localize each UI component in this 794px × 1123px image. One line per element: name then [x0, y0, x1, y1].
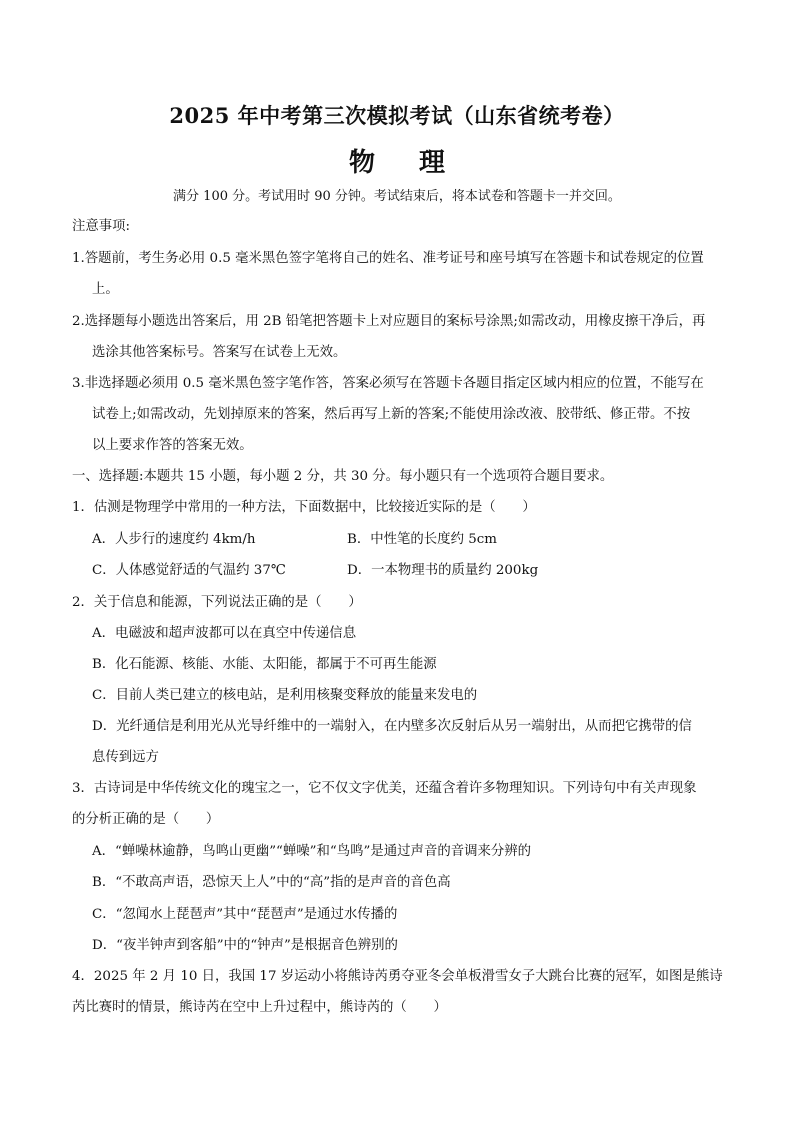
question-2-stem: 2．关于信息和能源，下列说法正确的是（ ） [72, 595, 362, 610]
notice-item-1: 1.答题前，考生务必用 0.5 毫米黑色签字笔将自己的姓名、准考证号和座号填写在答题卡和试卷规定的位置 [72, 251, 704, 266]
question-2-option-c: C．目前人类已建立的核电站，是利用核聚变释放的能量来发电的 [92, 688, 478, 703]
notice-item-3-cont: 试卷上;如需改动，先划掉原来的答案，然后再写上新的答案;不能使用涂改液、胶带纸、修正带。不按 [92, 407, 691, 422]
question-1-stem: 1．估测是物理学中常用的一种方法，下面数据中，比较接近实际的是（ ） [72, 500, 536, 515]
question-4-stem-cont: 芮比赛时的情景，熊诗芮在空中上升过程中，熊诗芮的（ ） [72, 1000, 447, 1015]
notice-heading: 注意事项: [72, 219, 131, 234]
question-3-stem: 3．古诗词是中华传统文化的瑰宝之一，它不仅文字优美，还蕴含着许多物理知识。下列诗句中有关声现象 [72, 781, 697, 796]
notice-item-3-cont-2: 以上要求作答的答案无效。 [92, 438, 253, 453]
subject-title [0, 142, 794, 179]
subject-char-1: 物 [348, 148, 375, 178]
question-2-option-d: D．光纤通信是利用光从光导纤维中的一端射入，在内壁多次反射后从另一端射出，从而把它携带的信 [92, 719, 692, 734]
notice-item-1-cont: 上。 [92, 282, 119, 297]
question-1-option-b: B．中性笔的长度约 5cm [347, 532, 497, 547]
question-3-option-a: A．“蝉噪林逾静，鸟鸣山更幽”“蝉噪”和“鸟鸣”是通过声音的音调来分辨的 [92, 844, 532, 859]
question-1-option-c: C．人体感觉舒适的气温约 37℃ [92, 563, 286, 578]
question-2-option-b: B．化石能源、核能、水能、太阳能，都属于不可再生能源 [92, 657, 437, 672]
notice-item-3: 3.非选择题必须用 0.5 毫米黑色签字笔作答，答案必须写在答题卡各题目指定区域内相应的位置，不能写在 [72, 376, 704, 391]
question-2-option-d-cont: 息传到远方 [92, 750, 159, 765]
question-1-option-d: D．一本物理书的质量约 200kg [347, 563, 539, 578]
question-3-option-c: C．“忽闻水上琵琶声”其中“琵琶声”是通过水传播的 [92, 907, 398, 922]
question-3-option-b: B．“不敢高声语，恐惊天上人”中的“高”指的是声音的音色高 [92, 875, 451, 890]
question-2-option-a: A．电磁波和超声波都可以在真空中传递信息 [92, 626, 357, 641]
subject-char-2: 理 [419, 148, 446, 178]
exam-info: 满分 100 分。考试用时 90 分钟。考试结束后，将本试卷和答题卡一并交回。 [173, 189, 621, 204]
question-3-option-d: D．“夜半钟声到客船”中的“钟声”是根据音色辨别的 [92, 938, 398, 953]
exam-title: 2025 年中考第三次模拟考试（山东省统考卷） [169, 103, 625, 128]
question-4-stem: 4．2025 年 2 月 10 日，我国 17 岁运动小将熊诗芮勇夺亚冬会单板滑雪女子大跳台比赛的冠军，如图是熊诗 [72, 969, 723, 984]
notice-item-2-cont: 选涂其他答案标号。答案写在试卷上无效。 [92, 345, 347, 360]
section-heading: 一、选择题:本题共 15 小题，每小题 2 分，共 30 分。每小题只有一个选项符合题目要求。 [72, 469, 614, 484]
question-1-option-a: A．人步行的速度约 4km/h [92, 532, 256, 547]
question-3-stem-cont: 的分析正确的是（ ） [72, 812, 220, 827]
notice-item-2: 2.选择题每小题选出答案后，用 2B 铅笔把答题卡上对应题目的案标号涂黑;如需改动，用橡皮擦干净后，再 [72, 314, 706, 329]
